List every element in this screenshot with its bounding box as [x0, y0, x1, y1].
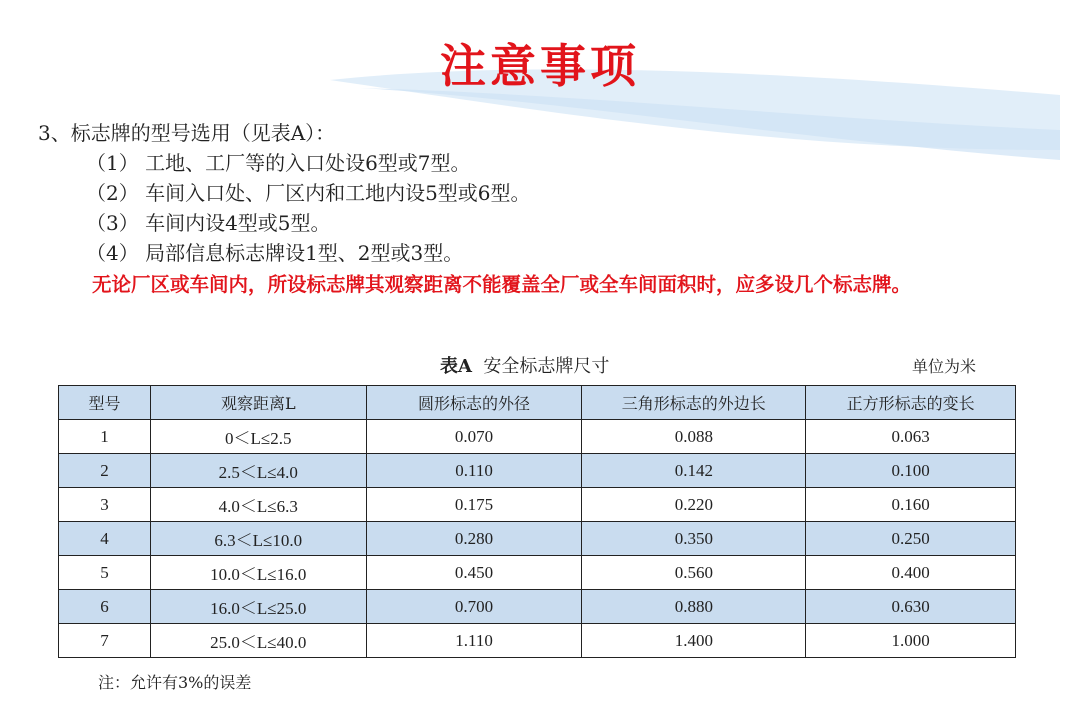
table-unit: 单位为米	[912, 357, 977, 376]
table-cell: 0.700	[366, 590, 582, 624]
list-item: （3） 车间内设4型或5型。	[86, 211, 331, 235]
table-cell: 1.000	[806, 624, 1016, 658]
header-cell: 型号	[59, 386, 151, 420]
header-cell: 圆形标志的外径	[366, 386, 582, 420]
table-cell: 0.110	[366, 454, 582, 488]
table-cell: 1	[59, 420, 151, 454]
table-header-row	[59, 386, 1016, 420]
header-cell: 观察距离L	[150, 386, 366, 420]
table-caption-label: 表A	[440, 356, 472, 377]
table-cell: 4.0＜L≤6.3	[150, 488, 366, 522]
section-heading: 3、标志牌的型号选用（见表A）：	[38, 121, 336, 145]
table-cell: 1.400	[582, 624, 806, 658]
table-cell: 0.880	[582, 590, 806, 624]
table-cell: 3	[59, 488, 151, 522]
header-cell: 三角形标志的外边长	[582, 386, 806, 420]
table-cell: 25.0＜L≤40.0	[150, 624, 366, 658]
table-cell: 0.560	[582, 556, 806, 590]
table-cell: 0.100	[806, 454, 1016, 488]
table-cell: 0.400	[806, 556, 1016, 590]
table-cell: 6	[59, 590, 151, 624]
sign-size-table	[58, 385, 1016, 658]
table-cell: 0.175	[366, 488, 582, 522]
table-cell: 16.0＜L≤25.0	[150, 590, 366, 624]
table-cell: 0.063	[806, 420, 1016, 454]
table-row	[59, 556, 1016, 590]
list-item: （2） 车间入口处、厂区内和工地内设5型或6型。	[86, 181, 531, 205]
table-cell: 2.5＜L≤4.0	[150, 454, 366, 488]
table-note: 注：允许有3%的误差	[98, 673, 252, 692]
page-title: 注意事项	[440, 39, 640, 93]
table-cell: 10.0＜L≤16.0	[150, 556, 366, 590]
table-cell: 0.142	[582, 454, 806, 488]
list-item: （4） 局部信息标志牌设1型、2型或3型。	[86, 241, 464, 265]
table-cell: 0.220	[582, 488, 806, 522]
table-cell: 0.088	[582, 420, 806, 454]
list-item: （1） 工地、工厂等的入口处设6型或7型。	[86, 151, 471, 175]
table-cell: 6.3＜L≤10.0	[150, 522, 366, 556]
table-caption	[440, 352, 609, 378]
table-row	[59, 420, 1016, 454]
table-row	[59, 590, 1016, 624]
table-cell: 0.350	[582, 522, 806, 556]
table-cell: 0.250	[806, 522, 1016, 556]
table-row	[59, 454, 1016, 488]
table-cell: 0.450	[366, 556, 582, 590]
warning-text: 无论厂区或车间内，所设标志牌其观察距离不能覆盖全厂或全车间面积时，应多设几个标志牌。	[92, 273, 912, 296]
table-row	[59, 624, 1016, 658]
section-content	[38, 118, 1048, 300]
table-cell: 1.110	[366, 624, 582, 658]
table-row	[59, 488, 1016, 522]
header-cell: 正方形标志的变长	[806, 386, 1016, 420]
table-cell: 0＜L≤2.5	[150, 420, 366, 454]
table-cell: 0.280	[366, 522, 582, 556]
table-cell: 7	[59, 624, 151, 658]
table-cell: 2	[59, 454, 151, 488]
table-cell: 4	[59, 522, 151, 556]
table-cell: 0.070	[366, 420, 582, 454]
table-cell: 0.160	[806, 488, 1016, 522]
table-cell: 5	[59, 556, 151, 590]
table-cell: 0.630	[806, 590, 1016, 624]
table-row	[59, 522, 1016, 556]
table-caption-title: 安全标志牌尺寸	[483, 356, 610, 377]
